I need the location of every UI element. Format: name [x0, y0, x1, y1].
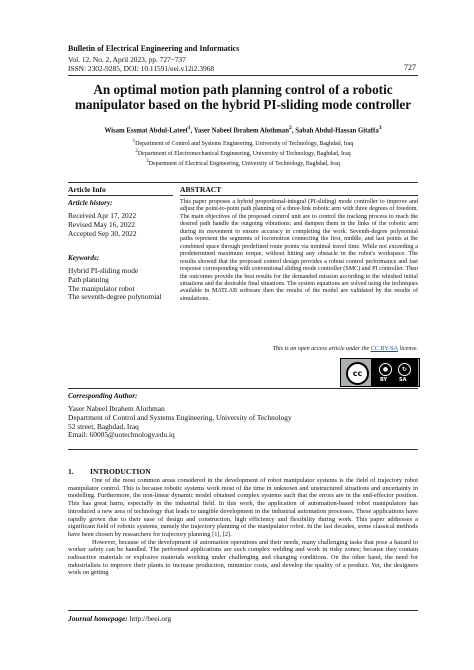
affiliation: $^3$Department of Electrical Engineering, University of Technology, Baghdad, Iraq [146, 159, 340, 167]
abstract-rule [180, 195, 418, 196]
info-top-rule [68, 182, 418, 183]
corr-line: 52 street, Baghdad, Iraq [68, 421, 139, 431]
keywords-label: Keywords: [68, 254, 100, 262]
title-line-1: An optimal motion path planning control of a robotic [93, 82, 393, 97]
person-icon: ● [379, 363, 392, 376]
issn-doi: ISSN: 2302-9285, DOI: 10.11591/eei.v12i2.3968 [68, 64, 215, 73]
section-heading [68, 467, 151, 476]
journal-homepage: Journal homepage: http://beei.org [68, 614, 172, 623]
license-link[interactable]: CC BY-SA [370, 346, 399, 352]
page-number: 727 [404, 63, 416, 72]
cc-badge-black [371, 359, 418, 386]
abstract-heading: ABSTRACT [180, 185, 222, 194]
homepage-link[interactable]: http://beei.org [129, 614, 172, 623]
author-name: Sabah Abdul-Hassan Gitaffa [295, 127, 379, 135]
keyword: Hybrid PI-sliding mode [68, 266, 139, 275]
cc-by-sa-badge[interactable] [340, 358, 420, 387]
paragraph: One of the most common areas considered in the development of robot manipulator systems is the field of trajectory robot manipulator control. This is because robotic systems work most of the time in unknown and unstructured situations and uncertainty in modelling. Furthermore, the non-linear dynamic model obtained complex systems such that the errors are in the end-effector position. This has great harm, especially in the industrial field. In this work, the application of automation-based robot manipulators has introduced a new area of technology that leads to tangible development in the industrial automation processes. These applications have rapidly grown due to their ease of design and construction, high efficiency and flexibility during work. This paper addresses a significant field of robotic systems, namely the trajectory planning of the manipulator robot. In the last decades, some classical methods have been chosen by researchers for trajectory planning [1], [2]. [68, 477, 418, 538]
cc-icon: cc [346, 362, 369, 385]
corresponding-label: Corresponding Author: [68, 392, 138, 400]
info-rule [68, 195, 173, 196]
paper-title [68, 82, 418, 112]
corr-bottom-rule [68, 449, 418, 450]
license-line: This is an open access article under the CC BY-SA license. [272, 346, 418, 352]
abstract-text: This paper proposes a hybrid proportional-integral (PI-sliding) mode controller to improve and adjust the point-to-point path planning of a three-link robotic arm with three degrees of freedom. The main objectives of the proposed control unit are to control the tracking process to reach the desired path handle the outgoing vibrations; and dampen them in the links of the robotic arm during its movement to ensure accuracy in completing the work. Seventh-degree polynomial paths represent the segments of locomotion connecting the first, middle, and last points at the combined space through predefined route points via minimal travel time. While not exceeding a predetermined maximum torque, without hitting any obstacle in the robot's workspace. The results showed that the proposed control design provides a robust control performance and fast response corresponding with conventional sliding mode controller (SMC) and PI controller. Then the outcomes provide the best results for the demanded mission according to the whished initial situations and the desirable final situations. The system equations are solved using the techniques available in MATLAB software then the results of the model are validated by the results of simulations. [180, 199, 418, 302]
author-sup: 2 [289, 125, 292, 131]
by-label: BY [380, 377, 388, 383]
author-name: Yaser Nabeel Ibrahem Alothman [193, 127, 289, 135]
paragraph: However, because of the development of automation operations and their needs, many challenging tasks that pose a hazard to worker safety can be handled. The performed applications are such complex welding and work in risky zones; because they contain radioactive materials or explosive materials working under challenging and changing conditions. On the other hand, the need for industrialists to improve their plants to increase production, minimize costs, and develop the quality of a product. Yet, the designers work on getting [68, 538, 418, 577]
keyword: Path planning [68, 274, 109, 284]
sa-label: SA [399, 377, 407, 383]
corr-email[interactable]: Email: 60005@uotechnology.edu.iq [68, 430, 175, 440]
corresponding-details [68, 405, 292, 440]
homepage-label: Journal homepage [68, 614, 126, 623]
history-item: Received Apr 17, 2022 [68, 211, 137, 220]
author-list: Wisam Essmat Abdul-Lateef$^1$, Yaser Nabeel Ibrahem Alothman$^2$, Sabah Abdul-Hassan Gitaffa$^3$ [104, 125, 382, 135]
footer-rule [68, 610, 418, 611]
section-title: INTRODUCTION [90, 467, 151, 476]
history-list [68, 211, 173, 239]
history-item: Accepted Sep 30, 2022 [68, 229, 137, 239]
header-rule [68, 75, 418, 76]
author-sup: 3 [378, 125, 382, 131]
section-number: 1. [68, 467, 74, 476]
corr-line: Department of Control and Systems Engineering, University of Technology [68, 412, 292, 422]
keyword: The manipulator robot [68, 283, 135, 293]
author-sup: 1 [187, 125, 191, 131]
title-line-2: manipulator based on the hybrid PI-sliding mode controller [74, 97, 412, 112]
intro-body [68, 477, 418, 577]
journal-name: Bulletin of Electrical Engineering and Informatics [68, 44, 240, 53]
volume-info: Vol. 12, No. 2, April 2023, pp. 727~737 [68, 55, 186, 64]
author-name: Wisam Essmat Abdul-Lateef [104, 127, 188, 135]
history-item: Revised May 16, 2022 [68, 220, 135, 230]
article-info-heading: Article Info [68, 185, 106, 194]
keyword: The seventh-degree polynomial [68, 292, 162, 302]
affiliation: $^1$Department of Control and Systems Engineering, University of Technology, Baghdad, Iraq [132, 139, 354, 147]
affiliations [68, 138, 418, 168]
history-label: Article history: [68, 199, 113, 207]
share-alike-icon: ↻ [398, 363, 411, 376]
corr-line: Yaser Nabeel Ibrahem Alothman [68, 404, 165, 413]
affiliation: $^2$Department of Electromechanical Engineering, University of Technology, Baghdad, Iraq [135, 149, 351, 157]
corr-top-rule [68, 388, 418, 389]
keywords-list [68, 267, 173, 302]
